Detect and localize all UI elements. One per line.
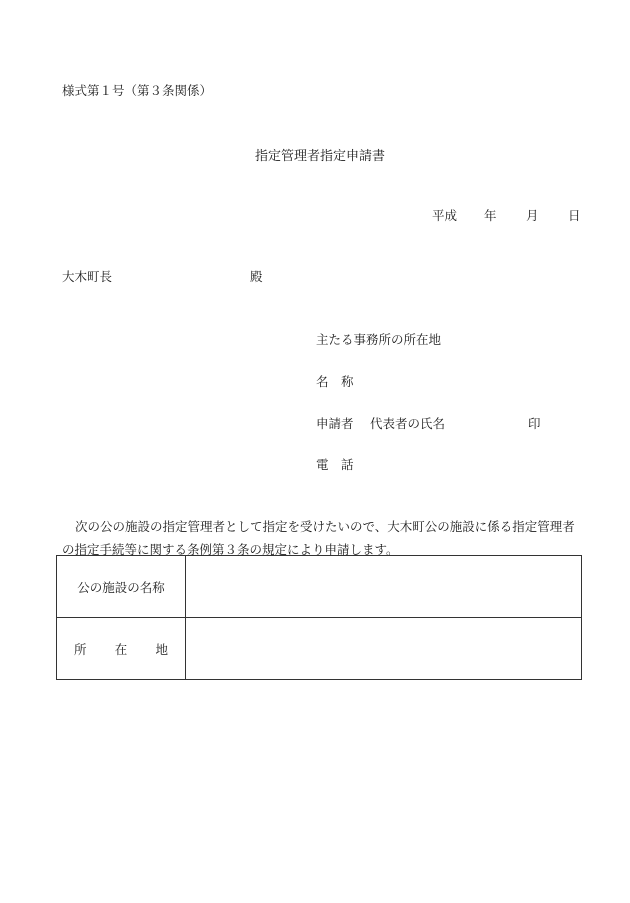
application-statement: 次の公の施設の指定管理者として指定を受けたいので、大木町公の施設に係る指定管理者の指定手続等に関する条例第３条の規定により申請します。 bbox=[62, 519, 575, 557]
applicant-phone-label: 電 話 bbox=[316, 457, 354, 472]
table-row bbox=[57, 556, 582, 618]
applicant-address-label: 主たる事務所の所在地 bbox=[316, 332, 442, 347]
addressee-name: 大木町長 bbox=[62, 269, 113, 284]
addressee-line bbox=[62, 267, 263, 285]
facility-location-value-cell[interactable] bbox=[186, 618, 582, 680]
date-line bbox=[432, 206, 581, 224]
facility-location-label-cell bbox=[57, 618, 186, 680]
facility-table bbox=[56, 555, 582, 680]
seal-mark: 印 bbox=[528, 416, 541, 431]
facility-name-label: 公の施設の名称 bbox=[77, 579, 165, 595]
applicant-name-label: 名 称 bbox=[316, 374, 354, 389]
applicant-title: 申請者 bbox=[316, 416, 354, 431]
facility-name-value-cell[interactable] bbox=[186, 556, 582, 618]
facility-location-label: 所 在 地 bbox=[74, 641, 168, 657]
addressee-honorific: 殿 bbox=[250, 269, 263, 284]
date-month-label: 月 bbox=[526, 208, 539, 223]
date-year-label: 年 bbox=[484, 208, 497, 223]
form-number: 様式第１号（第３条関係） bbox=[62, 83, 213, 98]
applicant-representative-line bbox=[316, 414, 541, 432]
facility-name-label-cell bbox=[57, 556, 186, 618]
date-era: 平成 bbox=[432, 208, 458, 223]
document-title: 指定管理者指定申請書 bbox=[255, 149, 386, 164]
representative-name-label: 代表者の氏名 bbox=[370, 416, 446, 431]
date-day-label: 日 bbox=[568, 208, 581, 223]
table-row bbox=[57, 618, 582, 680]
